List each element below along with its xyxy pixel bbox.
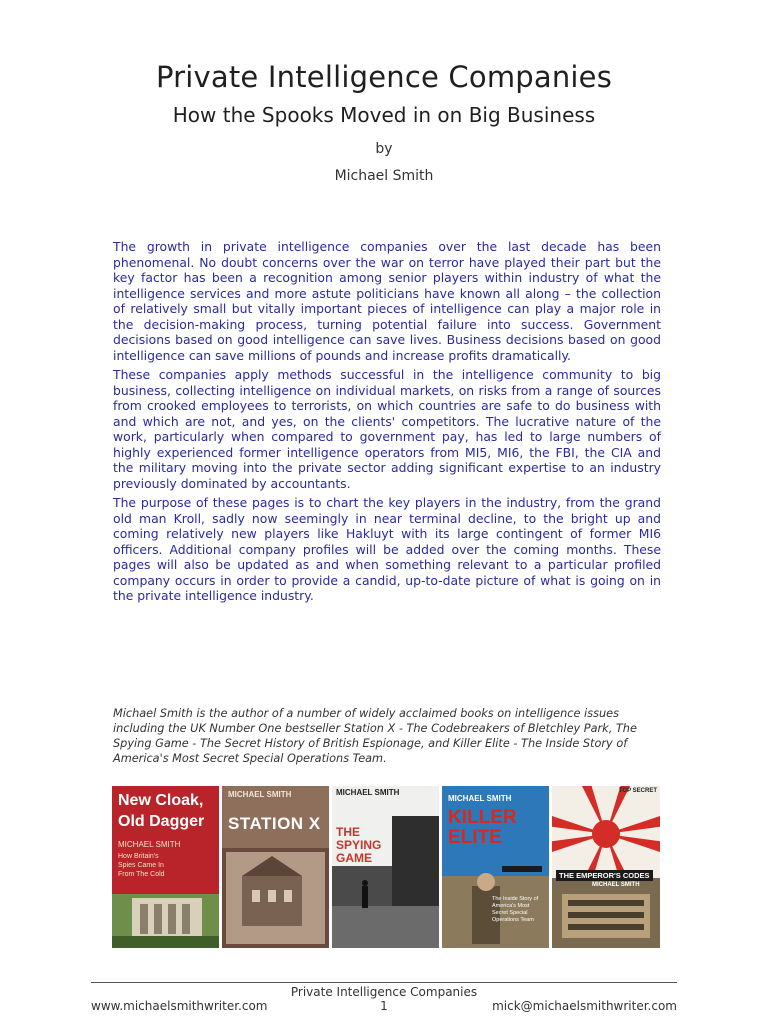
book-title: STATION X bbox=[228, 814, 321, 833]
cover-art bbox=[332, 786, 439, 948]
document-title: Private Intelligence Companies bbox=[155, 60, 613, 94]
book-cover-the-emperors-codes bbox=[552, 786, 660, 948]
book-author: MICHAEL SMITH bbox=[118, 840, 181, 849]
book-author: MICHAEL SMITH bbox=[228, 790, 292, 799]
book-cover-killer-elite bbox=[442, 786, 549, 948]
book-subtitle: How Britain's Spies Came In From The Cold bbox=[118, 853, 165, 878]
footer-page-number: 1 bbox=[380, 999, 388, 1013]
author-bio: Michael Smith is the author of a number of widely acclaimed books on intelligence issues including the UK Number One bestseller Station X - The Codebreakers of Bletchley Park, The Spying Game - The Secret History of British Espionage, and Killer Elite - The Inside Story of America's Most Secret Special Operations Team. bbox=[113, 707, 637, 765]
footer-email-link[interactable]: mick@michaelsmithwriter.com bbox=[492, 999, 677, 1013]
footer-rule bbox=[91, 982, 677, 983]
book-title: THE SPYING GAME bbox=[336, 825, 382, 865]
book-badge: TOP SECRET bbox=[618, 788, 657, 794]
book-cover-the-spying-game bbox=[332, 786, 439, 948]
book-subtitle: The Inside Story of America's Most Secret Special Operations Team bbox=[492, 896, 539, 923]
book-title-line1: New Cloak, bbox=[118, 792, 204, 809]
document-subtitle: How the Spooks Moved in on Big Business bbox=[172, 103, 596, 127]
paragraph: The growth in private intelligence companies over the last decade has been phenomenal. No doubt concerns over the war on terror have played their part but the key factor has been a recognition among senior players within industry of what the intelligence services and more astute politicians have known all along – the collection of relatively small but vitally important pieces of intelligence can play a major role in the decision-making process, turning potential failure into success. Government decisions based on good intelligence can save lives. Business decisions based on good intelligence can save millions of pounds and increase profits dramatically. bbox=[113, 239, 661, 363]
footer-website-link[interactable]: www.michaelsmithwriter.com bbox=[91, 999, 268, 1013]
byline-author: Michael Smith bbox=[334, 168, 434, 184]
footer-title: Private Intelligence Companies bbox=[290, 985, 478, 999]
body-text bbox=[113, 239, 661, 608]
paragraph: The purpose of these pages is to chart the key players in the industry, from the grand old man Kroll, sadly now seemingly in near terminal decline, to the bright up and coming relatively new players like Hakluyt with its large contingent of former MI6 officers. Additional company profiles will be added over the coming months. These pages will also be updated as and when something relevant to a particular profiled company occurs in order to provide a candid, up-to-date picture of what is going on in the private intelligence industry. bbox=[113, 495, 661, 603]
book-title: KILLER ELITE bbox=[448, 807, 517, 848]
paragraph: These companies apply methods successful in the intelligence community to big business, collecting intelligence on individual markets, on risks from a range of sources from crooked employees to terrorists, on which countries are safe to do business with and which are not, and yes, on the clients' competitors. The lucrative nature of the work, particularly when compared to government pay, has led to large numbers of highly experienced former intelligence operators from MI5, MI6, the FBI, the CIA and the military moving into the private sector adding significant expertise to an industry previously dominated by accountants. bbox=[113, 367, 661, 491]
book-title-line2: Old Dagger bbox=[118, 813, 205, 830]
cover-art bbox=[222, 786, 329, 948]
book-title: THE EMPEROR'S CODES bbox=[556, 870, 653, 881]
book-cover-new-cloak-old-dagger bbox=[112, 786, 219, 948]
cover-art bbox=[552, 786, 660, 948]
book-cover-station-x bbox=[222, 786, 329, 948]
byline-by: by bbox=[375, 141, 393, 157]
book-covers bbox=[112, 786, 660, 948]
book-author: MICHAEL SMITH bbox=[448, 794, 512, 803]
book-author: MICHAEL SMITH bbox=[592, 882, 640, 888]
book-author: MICHAEL SMITH bbox=[336, 788, 400, 797]
